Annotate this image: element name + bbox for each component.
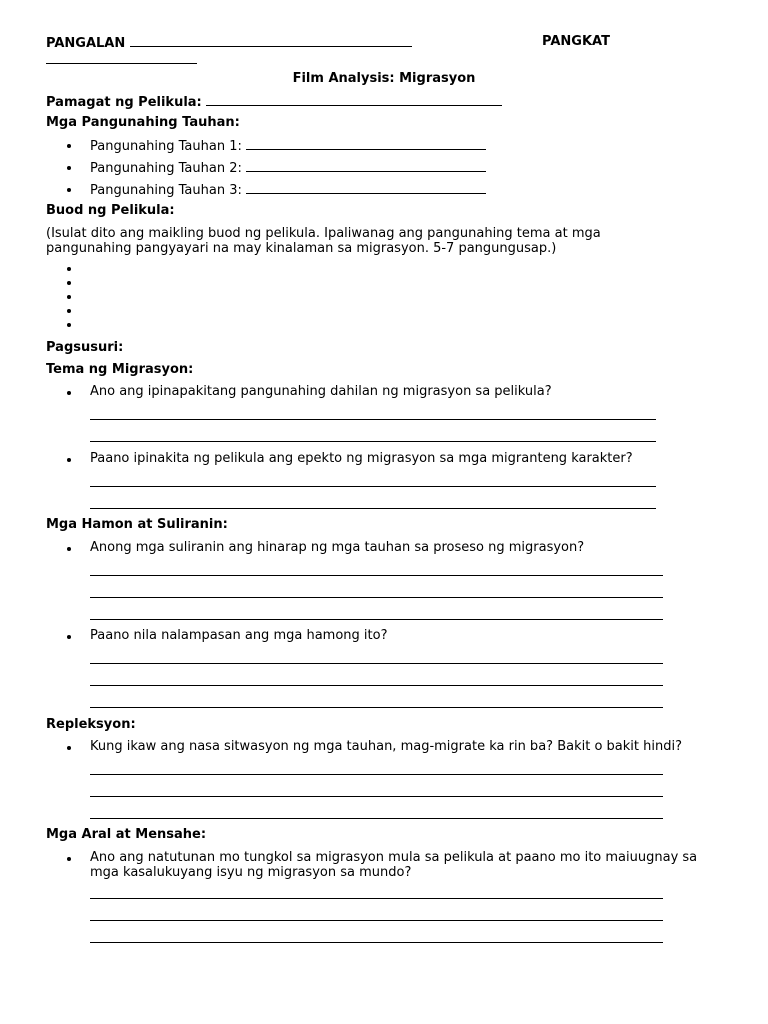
page-title: Film Analysis: Migrasyon: [292, 71, 476, 86]
challenges-question-1: Anong mga suliranin ang hinarap ng mga tauhan sa proseso ng migrasyon?: [90, 540, 585, 555]
answer-line[interactable]: [90, 486, 656, 487]
bullet-icon: [67, 547, 71, 551]
bullet-icon: [67, 746, 71, 750]
answer-line[interactable]: [90, 707, 663, 708]
answer-line[interactable]: [90, 575, 663, 576]
bullet-icon: [67, 391, 71, 395]
character-1-blank[interactable]: [246, 137, 486, 150]
bullet-icon[interactable]: [67, 295, 71, 299]
bullet-icon: [67, 144, 71, 148]
answer-line[interactable]: [90, 619, 663, 620]
theme-question-1: Ano ang ipinapakitang pangunahing dahilan ng migrasyon sa pelikula?: [90, 384, 552, 399]
theme-heading: Tema ng Migrasyon:: [46, 362, 194, 377]
bullet-icon[interactable]: [67, 323, 71, 327]
answer-line[interactable]: [90, 663, 663, 664]
answer-line[interactable]: [90, 685, 663, 686]
theme-question-2: Paano ipinakita ng pelikula ang epekto ng migrasyon sa mga migranteng karakter?: [90, 451, 633, 466]
bullet-icon: [67, 857, 71, 861]
challenges-question-2: Paano nila nalampasan ang mga hamong ito?: [90, 628, 388, 643]
reflection-heading: Repleksyon:: [46, 717, 136, 732]
bullet-icon[interactable]: [67, 267, 71, 271]
analysis-heading: Pagsusuri:: [46, 340, 124, 355]
character-3-blank[interactable]: [246, 181, 486, 194]
answer-line[interactable]: [90, 942, 663, 943]
challenges-heading: Mga Hamon at Suliranin:: [46, 517, 228, 532]
film-title-field: Pamagat ng Pelikula:: [46, 93, 502, 110]
bullet-icon: [67, 166, 71, 170]
answer-line[interactable]: [90, 441, 656, 442]
main-characters-heading: Mga Pangunahing Tauhan:: [46, 115, 240, 130]
summary-instruction: (Isulat dito ang maikling buod ng pelikula. Ipaliwanag ang pangunahing tema at mga pangunahing pangyayari na may kinalaman sa migrasyon. 5-7 pangungusap.): [46, 226, 601, 256]
bullet-icon[interactable]: [67, 281, 71, 285]
bullet-icon: [67, 458, 71, 462]
answer-line[interactable]: [90, 920, 663, 921]
answer-line[interactable]: [90, 508, 656, 509]
answer-line[interactable]: [90, 419, 656, 420]
bullet-icon[interactable]: [67, 309, 71, 313]
name-label: PANGALAN: [46, 34, 412, 51]
character-2-field: Pangunahing Tauhan 2:: [90, 159, 486, 176]
reflection-question-1: Kung ikaw ang nasa sitwasyon ng mga tauhan, mag-migrate ka rin ba? Bakit o bakit hindi?: [90, 739, 682, 754]
lessons-question-1: Ano ang natutunan mo tungkol sa migrasyon mula sa pelikula at paano mo ito maiuugnay sa mga kasalukuyang isyu ng migrasyon sa mundo?: [90, 850, 698, 880]
answer-line[interactable]: [90, 597, 663, 598]
character-2-blank[interactable]: [246, 159, 486, 172]
answer-line[interactable]: [90, 774, 663, 775]
summary-heading: Buod ng Pelikula:: [46, 203, 175, 218]
bullet-icon: [67, 635, 71, 639]
bullet-icon: [67, 188, 71, 192]
name-blank[interactable]: [130, 34, 412, 47]
group-blank[interactable]: [46, 63, 197, 64]
answer-line[interactable]: [90, 796, 663, 797]
group-label: PANGKAT: [542, 34, 610, 49]
answer-line[interactable]: [90, 818, 663, 819]
film-title-blank[interactable]: [206, 93, 502, 106]
answer-line[interactable]: [90, 898, 663, 899]
lessons-heading: Mga Aral at Mensahe:: [46, 827, 207, 842]
character-1-field: Pangunahing Tauhan 1:: [90, 137, 486, 154]
character-3-field: Pangunahing Tauhan 3:: [90, 181, 486, 198]
